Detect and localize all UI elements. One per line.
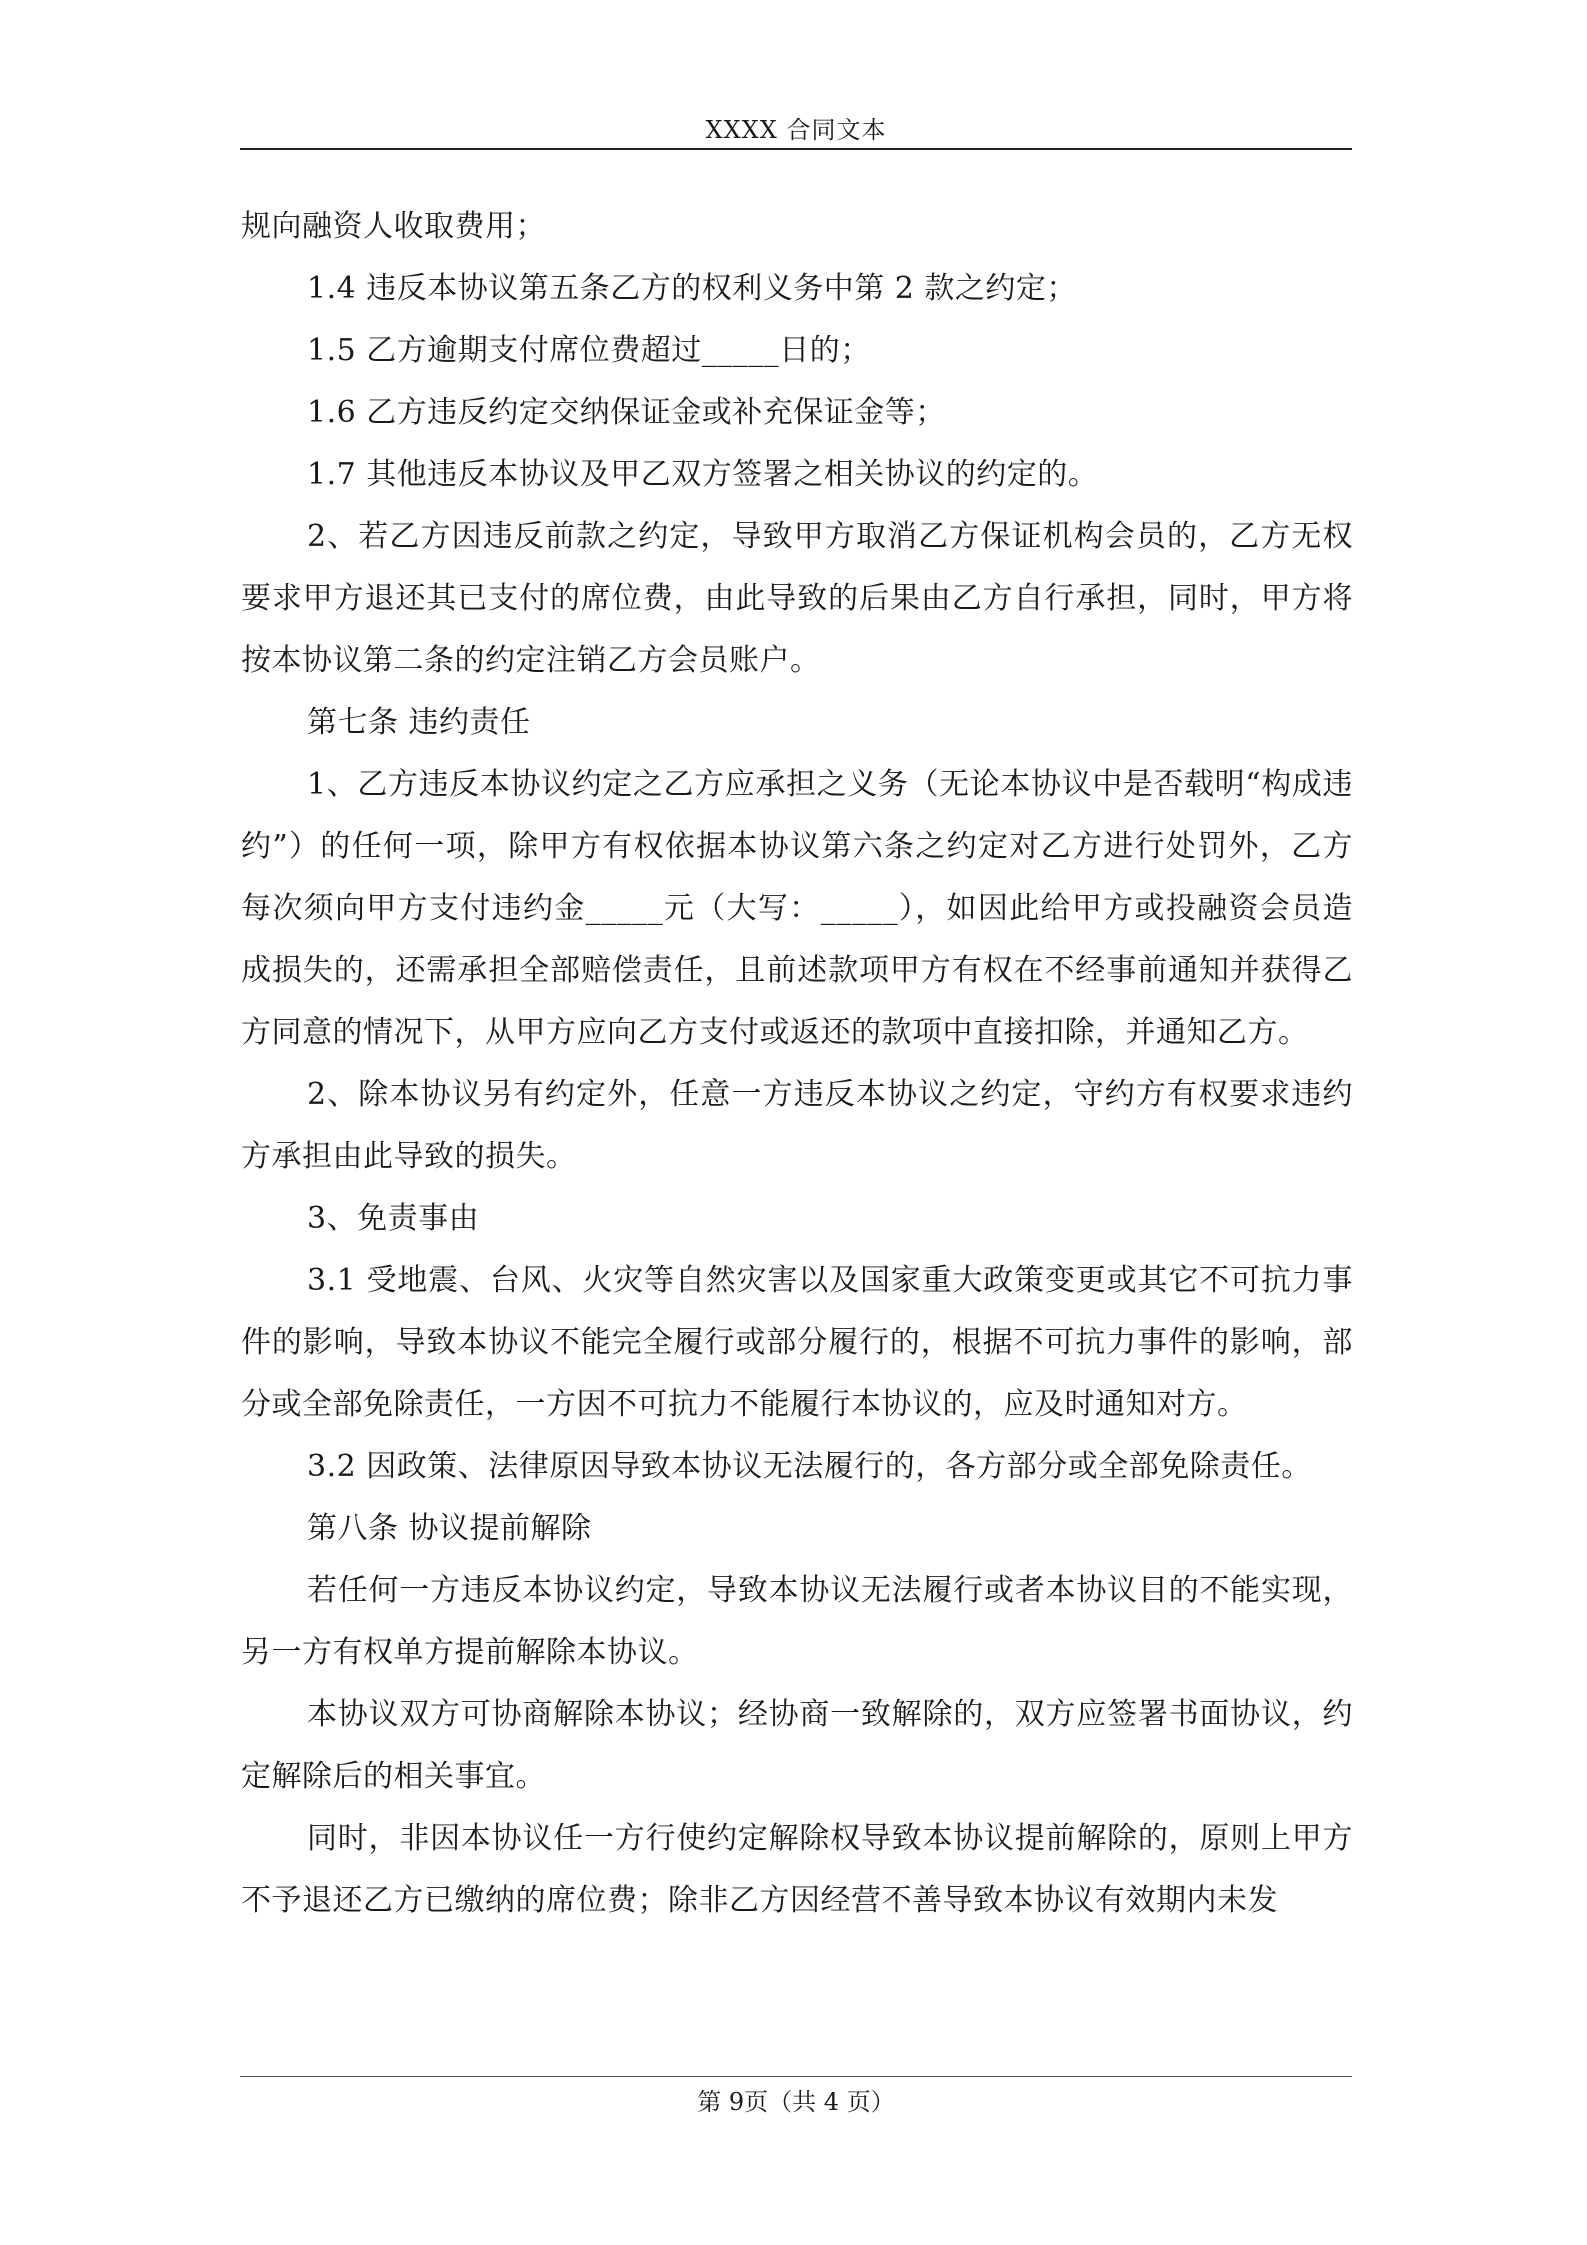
article-8-para-3: 同时，非因本协议任一方行使约定解除权导致本协议提前解除的，原则上甲方不予退还乙方已缴纳的席位费；除非乙方因经营不善导致本协议有效期内未发 (241, 1821, 1353, 1918)
clause-3-1: 3.1 受地震、台风、火灾等自然灾害以及国家重大政策变更或其它不可抗力事件的影响，导致本协议不能完全履行或部分履行的，根据不可抗力事件的影响，部分或全部免除责任，一方因不可抗力不能履行本协议的，应及时通知对方。 (241, 1263, 1353, 1422)
article-7-heading: 第七条 违约责任 (307, 705, 531, 740)
clause-1-5: 1.5 乙方逾期支付席位费超过_____日的； (307, 333, 871, 368)
header-divider (240, 148, 1352, 150)
clause-1-4: 1.4 违反本协议第五条乙方的权利义务中第 2 款之约定； (307, 271, 1077, 306)
clause-3-2: 3.2 因政策、法律原因导致本协议无法履行的，各方部分或全部免除责任。 (307, 1449, 1312, 1484)
article-7-clause-3: 3、免责事由 (307, 1201, 480, 1236)
article-8-para-2: 本协议双方可协商解除本协议；经协商一致解除的，双方应签署书面协议，约定解除后的相关事宜。 (241, 1697, 1353, 1794)
clause-1-7: 1.7 其他违反本协议及甲乙双方签署之相关协议的约定的。 (307, 457, 1099, 492)
paragraph: 规向融资人收取费用； (241, 209, 546, 244)
article-7-clause-2: 2、除本协议另有约定外，任意一方违反本协议之约定，守约方有权要求违约方承担由此导致的损失。 (241, 1077, 1353, 1174)
article-8-heading: 第八条 协议提前解除 (307, 1511, 592, 1546)
document-body (241, 196, 1353, 1932)
page-number: 第 9页（共 4 页） (697, 2088, 895, 2116)
page-header: XXXX 合同文本 (705, 116, 887, 144)
article-8-para-1: 若任何一方违反本协议约定，导致本协议无法履行或者本协议目的不能实现，另一方有权单方提前解除本协议。 (241, 1573, 1353, 1670)
article-7-clause-1: 1、乙方违反本协议约定之乙方应承担之义务（无论本协议中是否载明“构成违约”）的任何一项，除甲方有权依据本协议第六条之约定对乙方进行处罚外，乙方每次须向甲方支付违约金_____元（大写：_____），如因此给甲方或投融资会员造成损失的，还需承担全部赔偿责任，且前述款项甲方有权在不经事前通知并获得乙方同意的情况下，从甲方应向乙方支付或返还的款项中直接扣除，并通知乙方。 (241, 767, 1353, 1050)
clause-1-6: 1.6 乙方违反约定交纳保证金或补充保证金等； (307, 395, 946, 430)
footer-divider (240, 2076, 1352, 2077)
clause-2: 2、若乙方因违反前款之约定，导致甲方取消乙方保证机构会员的，乙方无权要求甲方退还其已支付的席位费，由此导致的后果由乙方自行承担，同时，甲方将按本协议第二条的约定注销乙方会员账户。 (241, 519, 1353, 678)
